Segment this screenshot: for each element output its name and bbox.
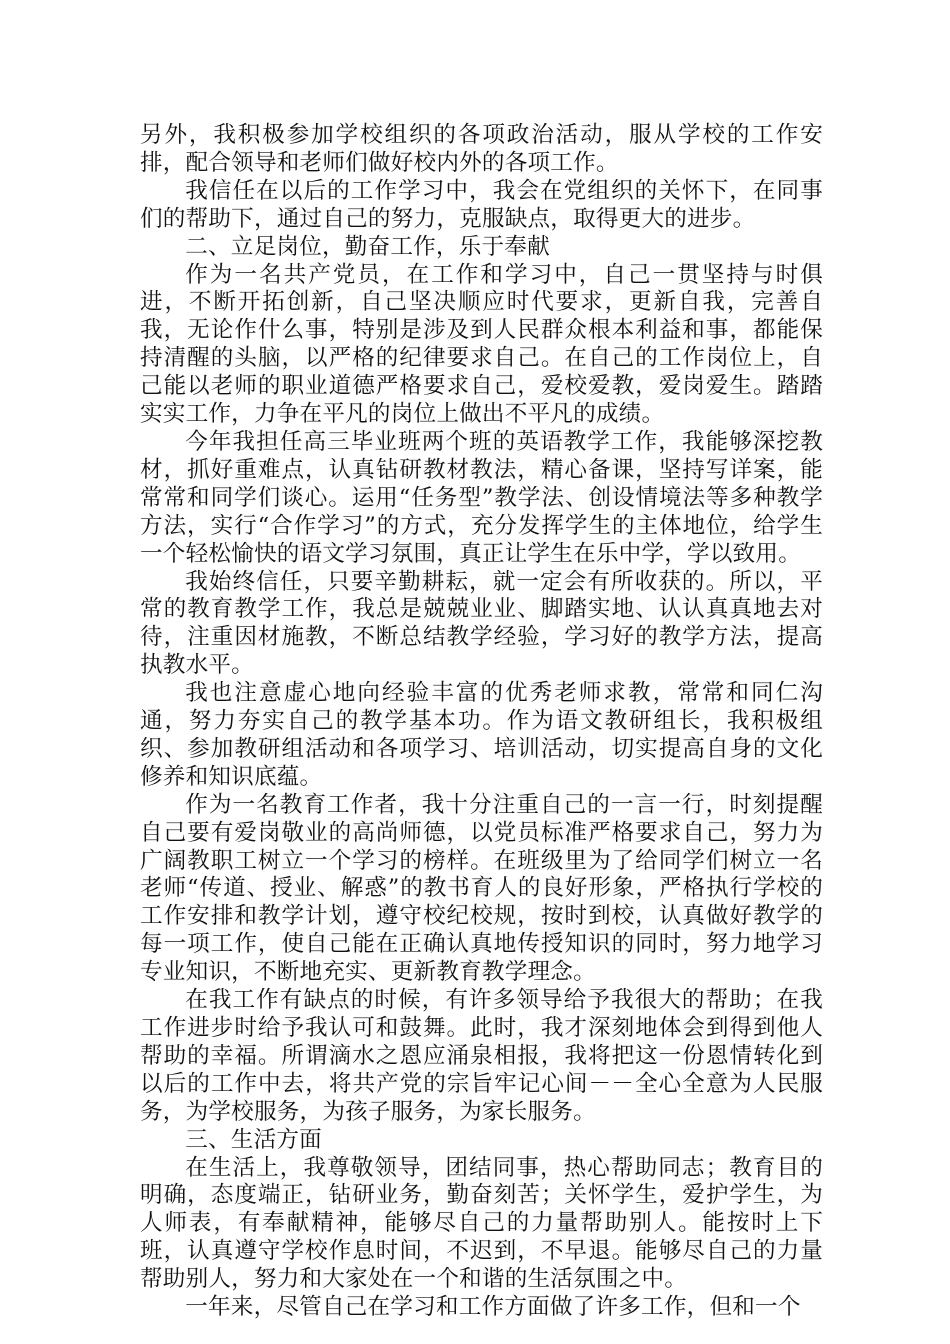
paragraph-gratitude: 在我工作有缺点的时候，有许多领导给予我很大的帮助；在我工作进步时给予我认可和鼓舞。此时，我才深刻地体会到得到他人帮助的幸福。所谓滴水之恩应涌泉相报，我将把这一份恩情转化到以后的工作中去，将共产党的宗旨牢记心间－－全心全意为人民服务，为学校服务，为孩子服务，为家长服务。 [140, 987, 823, 1125]
paragraph-educator: 作为一名教育工作者，我十分注重自己的一言一行，时刻提醒自己要有爱岗敬业的高尚师德，以党员标准严格要求自己，努力为广阔教职工树立一个学习的榜样。在班级里为了给同学们树立一名老师“传道、授业、解惑”的教书育人的良好形象，严格执行学校的工作安排和教学计划，遵守校纪校规，按时到校，认真做好教学的每一项工作，使自己能在正确认真地传授知识的同时，努力地学习专业知识，不断地充实、更新教育教学理念。 [140, 791, 823, 986]
paragraph-english-teaching: 今年我担任高三毕业班两个班的英语教学工作，我能够深挖教材，抓好重难点，认真钻研教材教法，精心备课，坚持写详案，能常常和同学们谈心。运用“任务型”教学法、创设情境法等多种教学方法，实行“合作学习”的方式，充分发挥学生的主体地位，给学生一个轻松愉快的语文学习氛围，真正让学生在乐中学，学以致用。 [140, 428, 823, 567]
paragraph-learning: 我也注意虚心地向经验丰富的优秀老师求教，常常和同仁沟通，努力夯实自己的教学基本功。作为语文教研组长，我积极组织、参加教研组活动和各项学习、培训活动，切实提高自身的文化修养和知识底蕴。 [140, 680, 823, 790]
paragraph-party-member: 作为一名共产党员，在工作和学习中，自己一贯坚持与时俱进，不断开拓创新，自己坚决顺应时代要求，更新自我，完善自我，无论作什么事，特别是涉及到人民群众根本利益和事，都能保持清醒的头脑，以严格的纪律要求自己。在自己的工作岗位上，自己能以老师的职业道德严格要求自己，爱校爱教，爱岗爱生。踏踏实实工作，力争在平凡的岗位上做出不平凡的成绩。 [140, 261, 823, 428]
paragraph-hard-work: 我始终信任，只要辛勤耕耘，就一定会有所收获的。所以，平常的教育教学工作，我总是兢兢业业、脚踏实地、认认真真地去对待，注重因材施教，不断总结教学经验，学习好的教学方法，提高执教水平。 [140, 568, 823, 679]
paragraph-summary: 一年来，尽管自己在学习和工作方面做了许多工作，但和一个 [185, 1294, 801, 1321]
paragraph-belief: 我信任在以后的工作学习中，我会在党组织的关怀下，在同事们的帮助下，通过自己的努力，克服缺点，取得更大的进步。 [140, 177, 823, 232]
document-page [140, 122, 823, 1322]
paragraph-life: 在生活上，我尊敬领导，团结同事，热心帮助同志；教育目的明确，态度端正，钻研业务，勤奋刻苦；关怀学生，爱护学生，为人师表，有奉献精神，能够尽自己的力量帮助别人。能按时上下班，认真遵守学校作息时间，不迟到，不早退。能够尽自己的力量帮助别人，努力和大家处在一个和谐的生活氛围之中。 [140, 1154, 823, 1293]
paragraph-continuation: 另外，我积极参加学校组织的各项政治活动，服从学校的工作安排，配合领导和老师们做好校内外的各项工作。 [140, 122, 823, 176]
section-heading-3: 三、生活方面 [185, 1126, 322, 1153]
section-heading-2: 二、立足岗位，勤奋工作，乐于奉献 [185, 233, 550, 260]
